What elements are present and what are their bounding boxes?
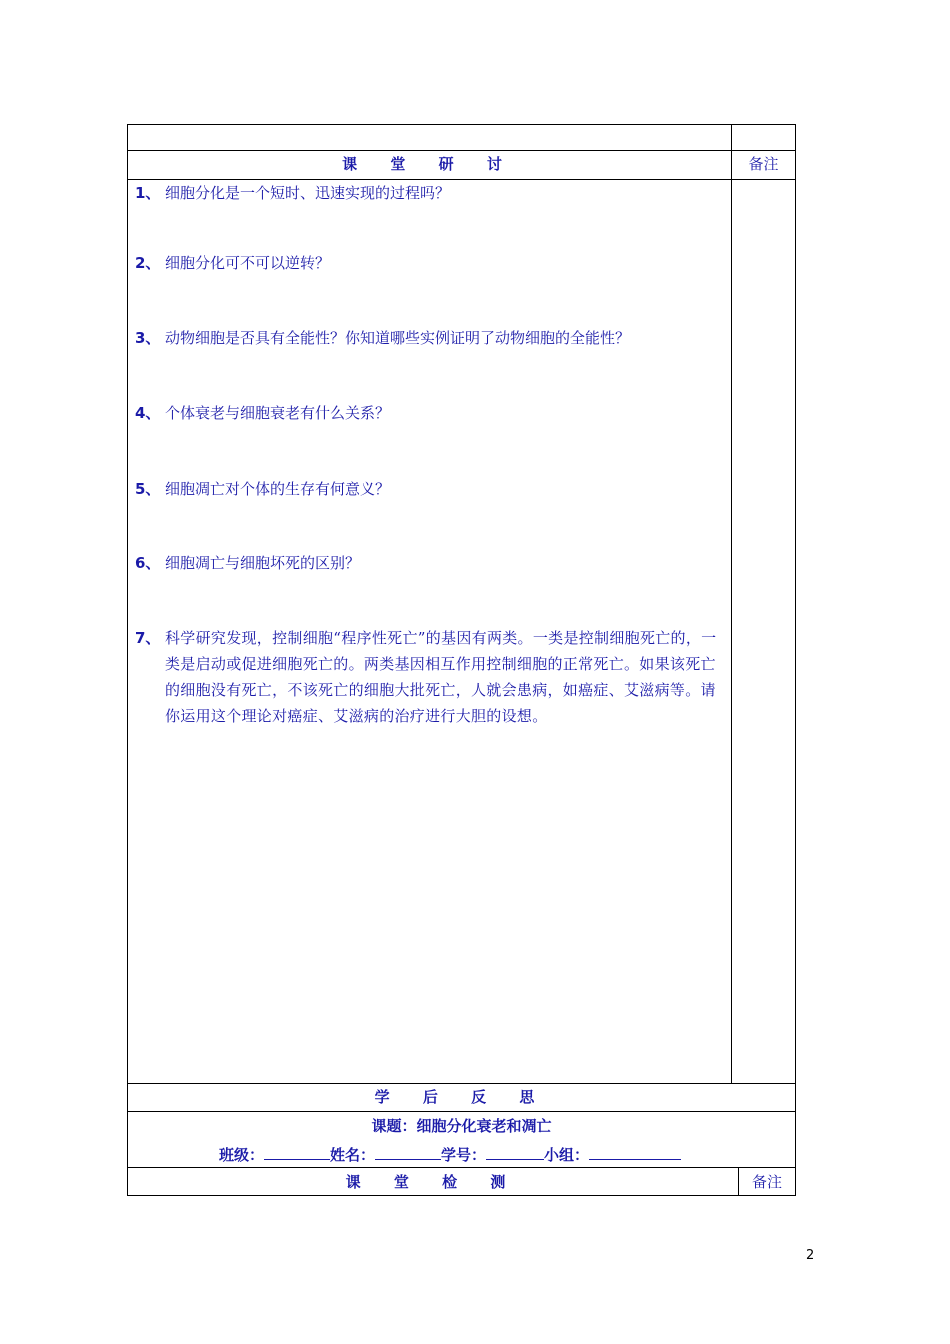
- row-divider: [127, 1111, 796, 1112]
- group-label: 小组：: [544, 1146, 590, 1164]
- remarks-label: 备注: [748, 155, 779, 173]
- question-number: 1、: [135, 184, 161, 202]
- section-heading-discussion: 课 堂 研 讨: [342, 155, 516, 173]
- question-text: 动物细胞是否具有全能性？你知道哪些实例证明了动物细胞的全能性？: [165, 329, 631, 347]
- page-number: 2: [806, 1248, 815, 1263]
- student-info-line: [219, 1144, 681, 1165]
- class-label: 班级：: [219, 1146, 265, 1164]
- row-divider: [127, 1167, 796, 1168]
- question-item: [135, 250, 725, 276]
- question-text: 科学研究发现，控制细胞“程序性死亡”的基因有两类。一类是控制细胞死亡的，一类是启动或促进细胞死亡的。两类基因相互作用控制细胞的正常死亡。如果该死亡的细胞没有死亡，不该死亡的细胞大批死亡，人就会患病，如癌症、艾滋病等。请你运用这个理论对癌症、艾滋病的治疗进行大胆的设想。: [165, 629, 717, 725]
- question-item: [135, 325, 725, 351]
- question-number: 6、: [135, 554, 161, 572]
- question-text: 细胞凋亡与细胞坏死的区别？: [165, 554, 361, 572]
- question-number: 5、: [135, 480, 161, 498]
- column-divider: [731, 124, 732, 1083]
- question-item: [135, 400, 725, 426]
- class-input-line[interactable]: [264, 1145, 330, 1160]
- lesson-title: 课题：细胞分化衰老和凋亡: [371, 1117, 552, 1135]
- question-number: 3、: [135, 329, 161, 347]
- question-number: 7、: [135, 629, 161, 647]
- question-item: [135, 550, 725, 576]
- question-number: 2、: [135, 254, 161, 272]
- name-label: 姓名：: [330, 1146, 376, 1164]
- remarks-label: 备注: [751, 1173, 782, 1191]
- student-id-label: 学号：: [441, 1146, 487, 1164]
- question-text: 细胞分化是一个短时、迅速实现的过程吗？: [165, 184, 451, 202]
- question-item: [135, 476, 725, 502]
- section-heading-reflection: 学 后 反 思: [374, 1088, 549, 1106]
- question-text: 细胞凋亡对个体的生存有何意义？: [165, 480, 391, 498]
- section-heading-test: 课 堂 检 测: [345, 1173, 520, 1191]
- row-divider: [127, 150, 796, 151]
- question-text: 细胞分化可不可以逆转？: [165, 254, 331, 272]
- question-number: 4、: [135, 404, 161, 422]
- name-input-line[interactable]: [375, 1145, 441, 1160]
- student-id-input-line[interactable]: [486, 1145, 544, 1160]
- question-item: [135, 625, 725, 735]
- question-text: 个体衰老与细胞衰老有什么关系？: [165, 404, 391, 422]
- question-item: [135, 180, 725, 206]
- group-input-line[interactable]: [589, 1145, 681, 1160]
- row-divider: [127, 1083, 796, 1084]
